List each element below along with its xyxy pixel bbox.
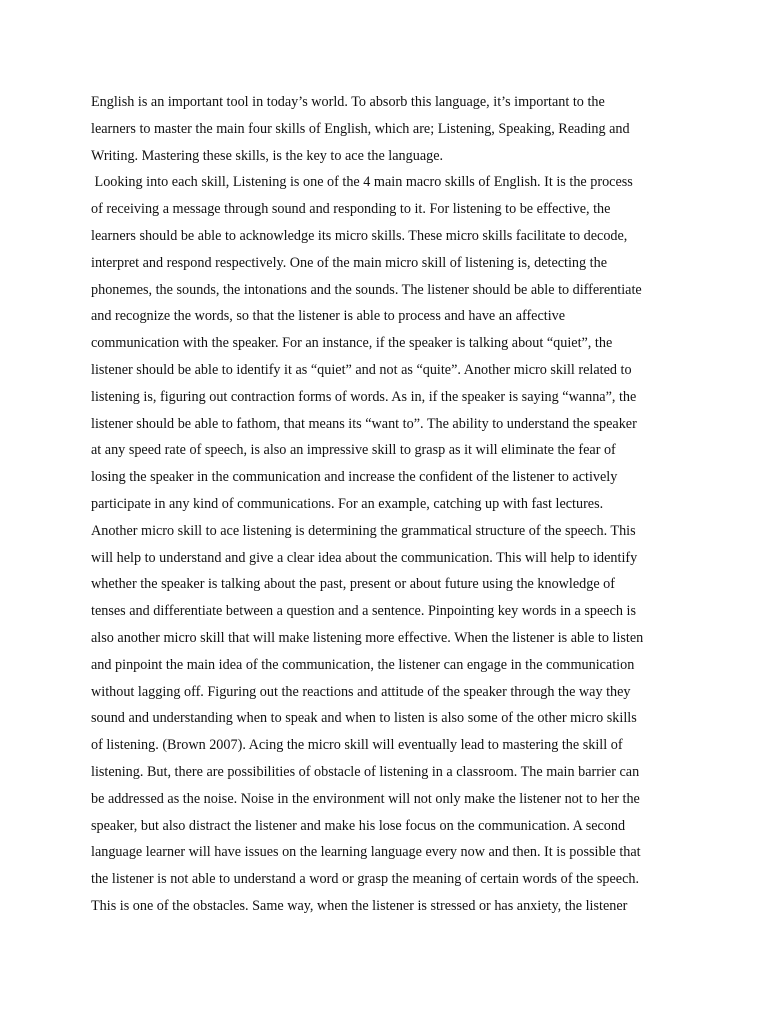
text-line: Writing. Mastering these skills, is the key to ace the language.: [91, 147, 444, 164]
text-line: Another micro skill to ace listening is determining the grammatical structure of the speech. This: [91, 522, 636, 539]
text-line: and pinpoint the main idea of the communication, the listener can engage in the communication: [91, 656, 635, 673]
text-line: interpret and respond respectively. One of the main micro skill of listening is, detecting the: [91, 254, 607, 271]
text-line: learners to master the main four skills of English, which are; Listening, Speaking, Reading and: [91, 120, 630, 137]
text-line: whether the speaker is talking about the past, present or about future using the knowledge of: [91, 576, 616, 593]
text-line: without lagging off. Figuring out the reactions and attitude of the speaker through the way they: [91, 683, 631, 700]
text-line: communication with the speaker. For an instance, if the speaker is talking about “quiet”, the: [91, 335, 613, 352]
text-line: English is an important tool in today’s world. To absorb this language, it’s important to the: [91, 94, 605, 110]
text-line: the listener is not able to understand a word or grasp the meaning of certain words of the speech.: [91, 871, 640, 888]
text-line: participate in any kind of communications. For an example, catching up with fast lectures.: [91, 495, 604, 512]
text-line: of listening. (Brown 2007). Acing the micro skill will eventually lead to mastering the skill of: [91, 737, 623, 754]
text-line: listening is, figuring out contraction forms of words. As in, if the speaker is saying “wanna”, the: [91, 388, 637, 405]
document-body-text: [91, 89, 691, 920]
text-line: listener should be able to identify it as “quiet” and not as “quite”. Another micro skill related to: [91, 361, 632, 378]
text-line: at any speed rate of speech, is also an impressive skill to grasp as it will eliminate the fear of: [91, 442, 616, 459]
text-line: learners should be able to acknowledge its micro skills. These micro skills facilitate to decode,: [91, 227, 628, 244]
text-line: listener should be able to fathom, that means its “want to”. The ability to understand the speaker: [91, 415, 637, 432]
text-line: also another micro skill that will make listening more effective. When the listener is able to listen: [91, 629, 644, 646]
text-line: will help to understand and give a clear idea about the communication. This will help to identify: [91, 549, 638, 566]
text-line: be addressed as the noise. Noise in the environment will not only make the listener not to her the: [91, 790, 640, 807]
text-line: and recognize the words, so that the listener is able to process and have an affective: [91, 308, 566, 325]
text-line: language learner will have issues on the learning language every now and then. It is possible that: [91, 844, 641, 861]
text-line: of receiving a message through sound and responding to it. For listening to be effective, the: [91, 201, 611, 218]
text-line: This is one of the obstacles. Same way, when the listener is stressed or has anxiety, the listener: [91, 897, 628, 914]
text-line: tenses and differentiate between a question and a sentence. Pinpointing key words in a speech is: [91, 603, 637, 620]
text-line: sound and understanding when to speak and when to listen is also some of the other micro skills: [91, 710, 637, 727]
text-line: losing the speaker in the communication and increase the confident of the listener to actively: [91, 469, 618, 486]
text-line: phonemes, the sounds, the intonations and the sounds. The listener should be able to differentiate: [91, 281, 642, 298]
text-line: listening. But, there are possibilities of obstacle of listening in a classroom. The main barrier can: [91, 763, 640, 780]
text-line: Looking into each skill, Listening is one of the 4 main macro skills of English. It is the process: [91, 174, 633, 191]
text-line: speaker, but also distract the listener and make his lose focus on the communication. A second: [91, 817, 626, 834]
